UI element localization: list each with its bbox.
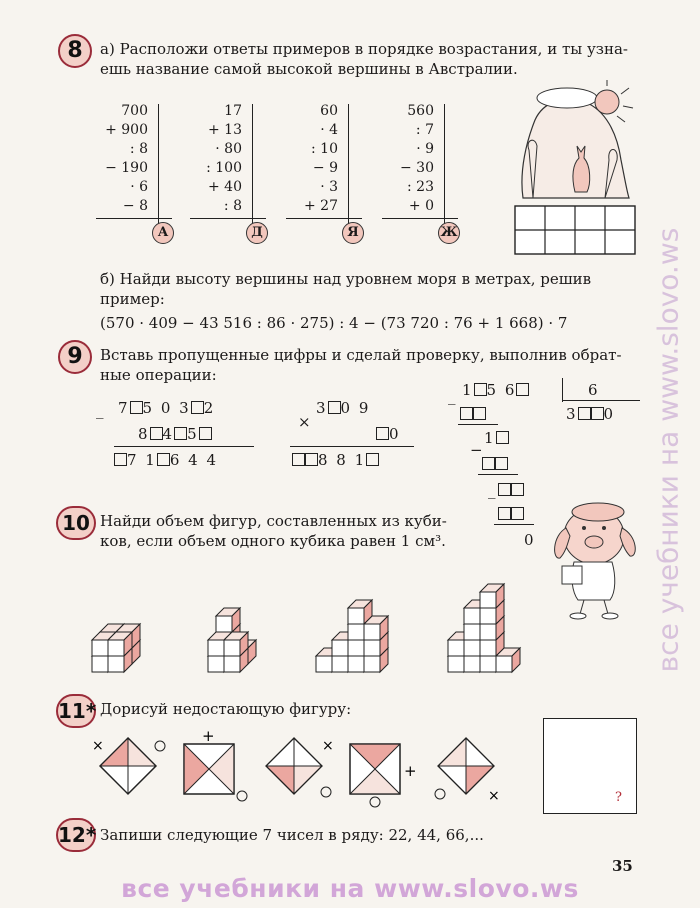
pattern-figure-5 xyxy=(435,738,500,804)
chain-line: − 30 xyxy=(400,160,434,176)
chain-column-d xyxy=(190,102,263,240)
multiplication-line xyxy=(290,446,414,447)
division-step-line xyxy=(458,424,498,425)
chain-line: 560 xyxy=(407,103,434,119)
chain-horizontal-line xyxy=(382,218,458,219)
division-step-line xyxy=(494,524,534,525)
chain-horizontal-line xyxy=(286,218,362,219)
task-9-badge: 9 xyxy=(58,340,92,374)
chain-column-a xyxy=(96,102,169,240)
multiplication-factor1: 3 0 9 xyxy=(316,399,371,417)
answer-letter-circle: А xyxy=(152,222,174,244)
chain-line: : 8 xyxy=(223,198,242,214)
task-10-text-line2: ков, если объем одного кубика равен 1 см³. xyxy=(100,532,446,550)
watermark-bottom: все учебники на www.slovo.ws xyxy=(121,874,579,903)
multiplication-sign: × xyxy=(298,413,313,431)
chain-vertical-line xyxy=(252,104,253,234)
division-divisor-line xyxy=(562,400,640,401)
division-sign: _ xyxy=(448,387,458,405)
task-8-expression: (570 · 409 − 43 516 : 86 · 275) : 4 − (73 720 : 76 + 1 668) · 7 xyxy=(100,314,568,332)
pattern-figure-1 xyxy=(92,738,165,794)
chain-line: · 9 xyxy=(416,141,434,157)
answer-letter-circle: Д xyxy=(246,222,268,244)
task-8-text-b-line2: пример: xyxy=(100,290,165,308)
question-mark: ? xyxy=(615,790,622,805)
chain-column-zh xyxy=(382,102,458,240)
pig-with-cube-illustration xyxy=(546,496,642,620)
division-step3 xyxy=(482,454,508,474)
division-step4 xyxy=(498,480,524,500)
task-8-text-a-line2: ешь название самой высокой вершины в Австралии. xyxy=(100,60,518,78)
svg-text:×: × xyxy=(92,738,104,754)
multiplication-factor2: 0 xyxy=(376,424,401,444)
task-11-text: Дорисуй недостающую фигуру: xyxy=(100,700,352,718)
chain-line: : 8 xyxy=(129,141,148,157)
pattern-figure-3 xyxy=(266,738,334,797)
answer-letter-circle: Ж xyxy=(438,222,460,244)
task-12-badge: 12* xyxy=(56,818,96,852)
division-step1 xyxy=(460,404,486,424)
page-number: 35 xyxy=(612,857,633,875)
answer-box[interactable] xyxy=(543,718,637,814)
chain-line: − 8 xyxy=(122,198,148,214)
division-divisor: 6 xyxy=(588,381,600,399)
chain-line: · 4 xyxy=(320,122,338,138)
chain-horizontal-line xyxy=(96,218,172,219)
task-8-text-b-line1: б) Найди высоту вершины над уровнем моря в метрах, решив xyxy=(100,270,592,288)
svg-text:×: × xyxy=(488,788,500,804)
chain-line: : 7 xyxy=(415,122,434,138)
division-step2: 1 xyxy=(484,428,509,448)
chain-line: + 27 xyxy=(304,198,338,214)
chain-line: : 23 xyxy=(407,179,434,195)
subtraction-sign: _ xyxy=(96,401,106,419)
chain-line: − 9 xyxy=(312,160,338,176)
answer-letter-circle: Я xyxy=(342,222,364,244)
division-remainder: 0 xyxy=(524,531,536,549)
chain-horizontal-line xyxy=(190,218,266,219)
subtraction-difference: 7 1 6 4 4 xyxy=(114,450,218,470)
division-step5 xyxy=(498,504,524,524)
subtraction-minuend: 7 5 0 3 2 xyxy=(118,399,216,417)
task-8-text-a-line1: а) Расположи ответы примеров в порядке возрастания, и ты узна- xyxy=(100,40,628,58)
chain-vertical-line xyxy=(348,104,349,234)
pattern-figure-2 xyxy=(184,728,247,801)
division-vline xyxy=(562,378,563,402)
chain-line: : 100 xyxy=(206,160,242,176)
svg-text:+: + xyxy=(202,728,215,745)
division-minus: _ xyxy=(488,481,498,499)
chain-line: + 0 xyxy=(408,198,434,214)
division-quotient: 3 0 xyxy=(566,405,616,423)
watermark-side: все учебники на www.slovo.ws xyxy=(651,227,685,673)
pattern-figure-4 xyxy=(350,744,417,807)
multiplication-product: 8 8 1 xyxy=(292,450,379,470)
chain-line: · 80 xyxy=(215,141,242,157)
task-9-text-line2: ные операции: xyxy=(100,366,217,384)
cube-figures xyxy=(88,548,558,688)
chain-line: : 10 xyxy=(311,141,338,157)
division-step-line xyxy=(478,474,518,475)
chain-line: · 6 xyxy=(130,179,148,195)
pattern-figures xyxy=(88,728,518,808)
chain-line: + 900 xyxy=(105,122,148,138)
subtraction-line xyxy=(114,446,254,447)
svg-text:+: + xyxy=(404,762,417,780)
task-10-badge: 10 xyxy=(56,506,96,540)
task-8-badge: 8 xyxy=(58,34,92,68)
chain-line: + 40 xyxy=(208,179,242,195)
mountain-kangaroo-illustration xyxy=(505,80,645,260)
task-10-text-line1: Найди объем фигур, составленных из куби- xyxy=(100,512,447,530)
chain-column-ya xyxy=(286,102,359,240)
chain-vertical-line xyxy=(158,104,159,234)
chain-line: − 190 xyxy=(105,160,148,176)
division-dividend: 1 5 6 xyxy=(462,380,529,400)
svg-text:×: × xyxy=(322,738,334,754)
chain-line: 60 xyxy=(320,103,338,119)
chain-vertical-line xyxy=(444,104,445,234)
chain-line: · 3 xyxy=(320,179,338,195)
chain-line: + 13 xyxy=(208,122,242,138)
subtraction-subtrahend: 8 4 5 xyxy=(138,424,212,444)
task-9-text-line1: Вставь пропущенные цифры и сделай проверку, выполнив обрат- xyxy=(100,346,622,364)
task-11-badge: 11* xyxy=(56,694,96,728)
chain-line: 700 xyxy=(121,103,148,119)
division-minus: − xyxy=(470,441,485,459)
chain-line: 17 xyxy=(224,103,242,119)
task-12-text: Запиши следующие 7 чисел в ряду: 22, 44, 66,... xyxy=(100,826,484,844)
